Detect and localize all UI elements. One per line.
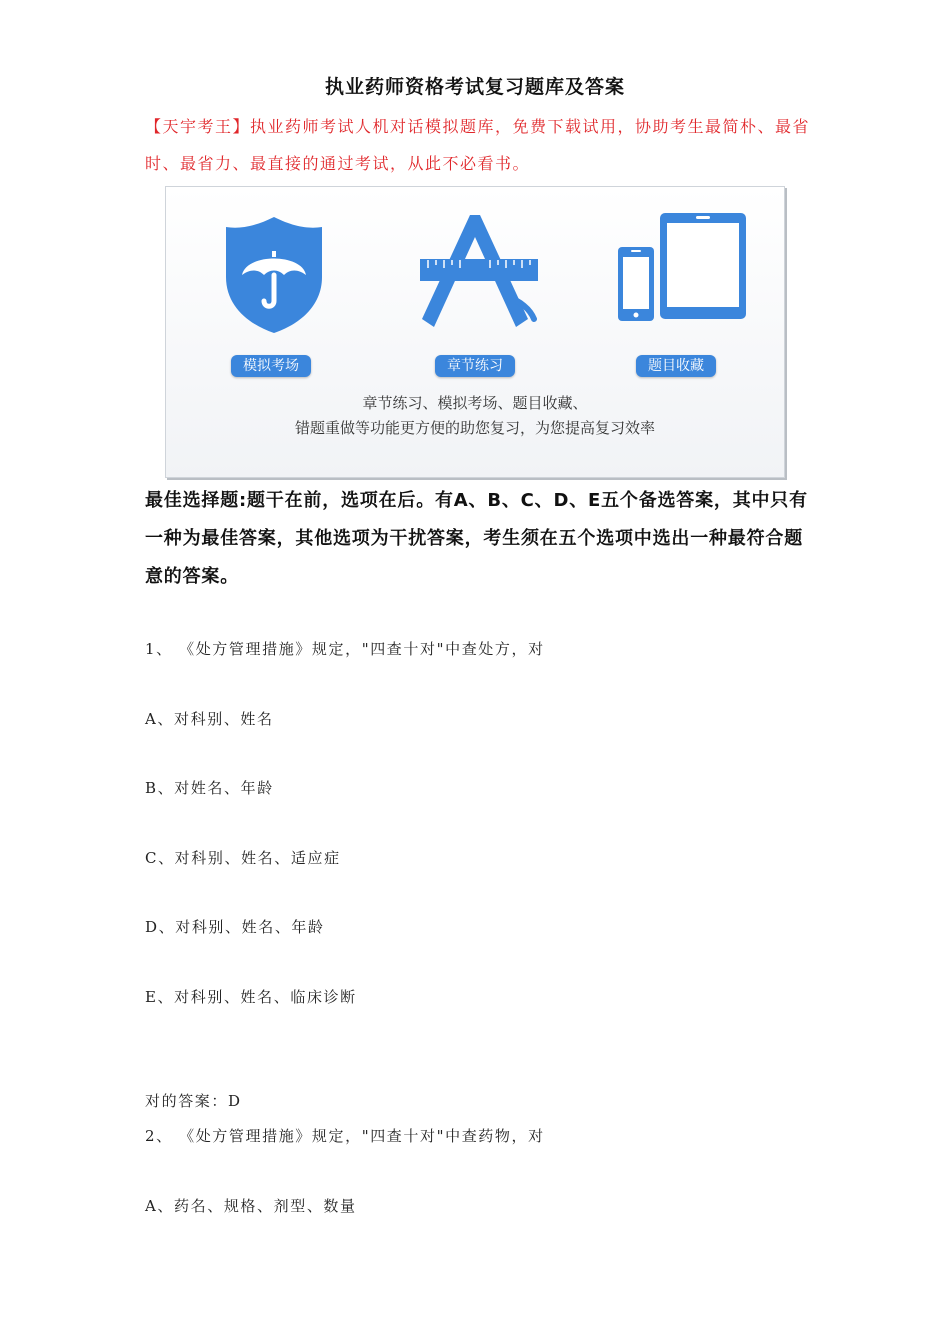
promo-text: 【天宇考王】执业药师考试人机对话模拟题库，免费下载试用，协助考生最简朴、最省时、最省力、最直接的通过考试，从此不必看书。 (145, 117, 811, 173)
feature-chapter-practice (388, 207, 568, 374)
compass-ruler-icon (388, 207, 568, 337)
document-title: 执业药师资格考试复习题库及答案 (324, 76, 625, 98)
option-item: A、药名、规格、剂型、数量 (145, 1197, 357, 1215)
feature-question-favorites (600, 207, 780, 374)
phone-tablet-icon (600, 207, 780, 337)
question-stem: 1、 《处方管理措施》规定，"四查十对"中查处方，对 (145, 640, 545, 658)
banner-caption-line1: 章节练习、模拟考场、题目收藏、 (362, 394, 588, 412)
option-item: D、对科别、姓名、年龄 (145, 918, 325, 936)
feature-exam-simulation (184, 207, 364, 374)
umbrella-shield-icon (184, 207, 364, 337)
option-item: B、对姓名、年龄 (145, 779, 274, 797)
section-intro: 最佳选择题:题干在前，选项在后。有A、B、C、D、E五个备选答案，其中只有一种为最佳答案，其他选项为干扰答案，考生须在五个选项中选出一种最符合题意的答案。 (145, 490, 808, 587)
feature-label-pill[interactable]: 章节练习 (435, 355, 515, 377)
feature-label-pill[interactable]: 题目收藏 (636, 355, 716, 377)
feature-banner (165, 186, 785, 478)
option-item: E、对科别、姓名、临床诊断 (145, 988, 357, 1006)
feature-label-pill[interactable]: 模拟考场 (231, 355, 311, 377)
answer-text: 对的答案：D (145, 1092, 242, 1110)
question-stem: 2、 《处方管理措施》规定，"四查十对"中查药物，对 (145, 1127, 545, 1145)
option-item: A、对科别、姓名 (145, 710, 274, 728)
option-item: C、对科别、姓名、适应症 (145, 849, 341, 867)
banner-caption-line2: 错题重做等功能更方便的助您复习，为您提高复习效率 (294, 419, 655, 437)
